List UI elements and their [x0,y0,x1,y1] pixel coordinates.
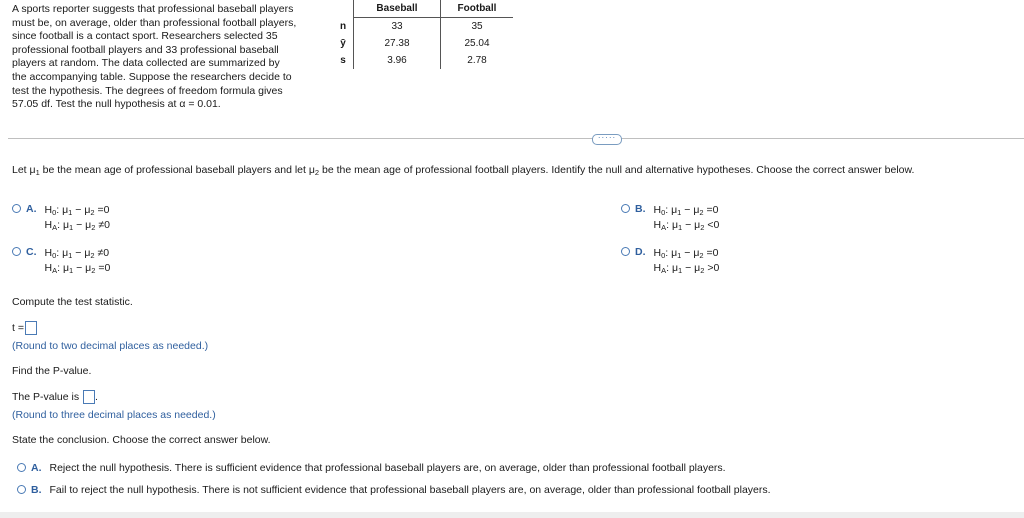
more-button[interactable]: ····· [592,134,622,145]
cell-n-football: 35 [471,21,483,32]
alt-hypothesis: HA: μ1 − μ2 =0 [44,262,111,275]
option-letter: A. [31,462,42,474]
intro-line: professional football players and 33 professional baseball [12,43,279,56]
option-b[interactable] [621,203,719,233]
radio-button[interactable] [621,204,630,213]
compute-label: Compute the test statistic. [12,296,133,308]
col-header-baseball: Baseball [354,0,441,18]
null-hypothesis: H0: μ1 − μ2 =0 [653,204,719,217]
cell-ybar-football: 25.04 [464,38,490,49]
radio-button[interactable] [12,247,21,256]
alt-hypothesis: HA: μ1 − μ2 <0 [653,219,720,232]
cell-s-football: 2.78 [467,55,487,66]
hypothesis-pair [45,246,111,276]
cell-s-baseball: 3.96 [354,52,441,69]
radio-button[interactable] [621,247,630,256]
hypothesis-pair [654,246,720,276]
conclusion-option-a[interactable] [17,462,726,474]
bottom-bar [0,512,1024,518]
t-round-hint: (Round to two decimal places as needed.) [12,340,209,352]
hypothesis-pair [654,203,720,233]
null-hypothesis: H0: μ1 − μ2 ≠0 [44,247,110,260]
conclusion-option-b[interactable] [17,484,771,496]
conclusion-label: State the conclusion. Choose the correct answer below. [12,434,271,446]
intro-line: test the hypothesis. The degrees of freedom formula gives [12,84,283,97]
intro-line: since football is a contact sport. Researchers selected 35 [12,30,278,43]
alt-hypothesis: HA: μ1 − μ2 >0 [653,262,720,275]
t-statistic-row [12,321,37,335]
row-label-s: s [333,52,354,69]
alt-hypothesis: HA: μ1 − μ2 ≠0 [44,219,110,232]
intro-line: must be, on average, older than professional football players, [12,16,297,29]
intro-line: 57.05 df. Test the null hypothesis at α = 0.01. [12,98,221,111]
col-header-football: Football [441,0,514,18]
intro-line: A sports reporter suggests that professional baseball players [12,3,294,15]
option-c[interactable] [12,246,110,276]
hypothesis-pair [45,203,110,233]
section-divider [8,138,1024,139]
row-label-ybar: ȳ [333,35,354,52]
radio-button[interactable] [17,485,26,494]
t-statistic-input[interactable] [25,321,37,335]
row-label-n: n [333,18,354,36]
option-letter: C. [26,246,37,258]
conclusion-text: Fail to reject the null hypothesis. There is not sufficient evidence that professional baseball players are, on average, older than professional football players. [49,484,771,496]
pvalue-round-hint: (Round to three decimal places as needed.) [12,409,216,421]
t-prefix: t = [12,321,24,334]
cell-ybar-baseball: 27.38 [354,35,441,52]
option-a[interactable] [12,203,110,233]
conclusion-text: Reject the null hypothesis. There is sufficient evidence that professional baseball players are, on average, older than professional football players. [49,462,726,474]
intro-line: the accompanying table. Suppose the researchers decide to [12,70,292,83]
summary-table [333,0,513,69]
hypothesis-question: Let μ1 be the mean age of professional baseball players and let μ2 be the mean age of professional football players. Identify the null and alternative hypotheses. Choose the correct answer below. [12,164,915,177]
null-hypothesis: H0: μ1 − μ2 =0 [44,204,110,217]
pvalue-label: Find the P-value. [12,365,92,377]
option-letter: B. [635,203,646,215]
pvalue-input[interactable] [83,390,95,404]
option-d[interactable] [621,246,719,276]
option-letter: A. [26,203,37,215]
null-hypothesis: H0: μ1 − μ2 =0 [653,247,719,260]
pvalue-row: The P-value is . [12,390,98,403]
radio-button[interactable] [17,463,26,472]
radio-button[interactable] [12,204,21,213]
option-letter: D. [635,246,646,258]
intro-line: players at random. The data collected are summarized by [12,57,280,70]
problem-statement [12,3,317,112]
option-letter: B. [31,484,42,496]
cell-n-baseball: 33 [354,18,441,36]
pvalue-prefix: The P-value is [12,390,80,403]
